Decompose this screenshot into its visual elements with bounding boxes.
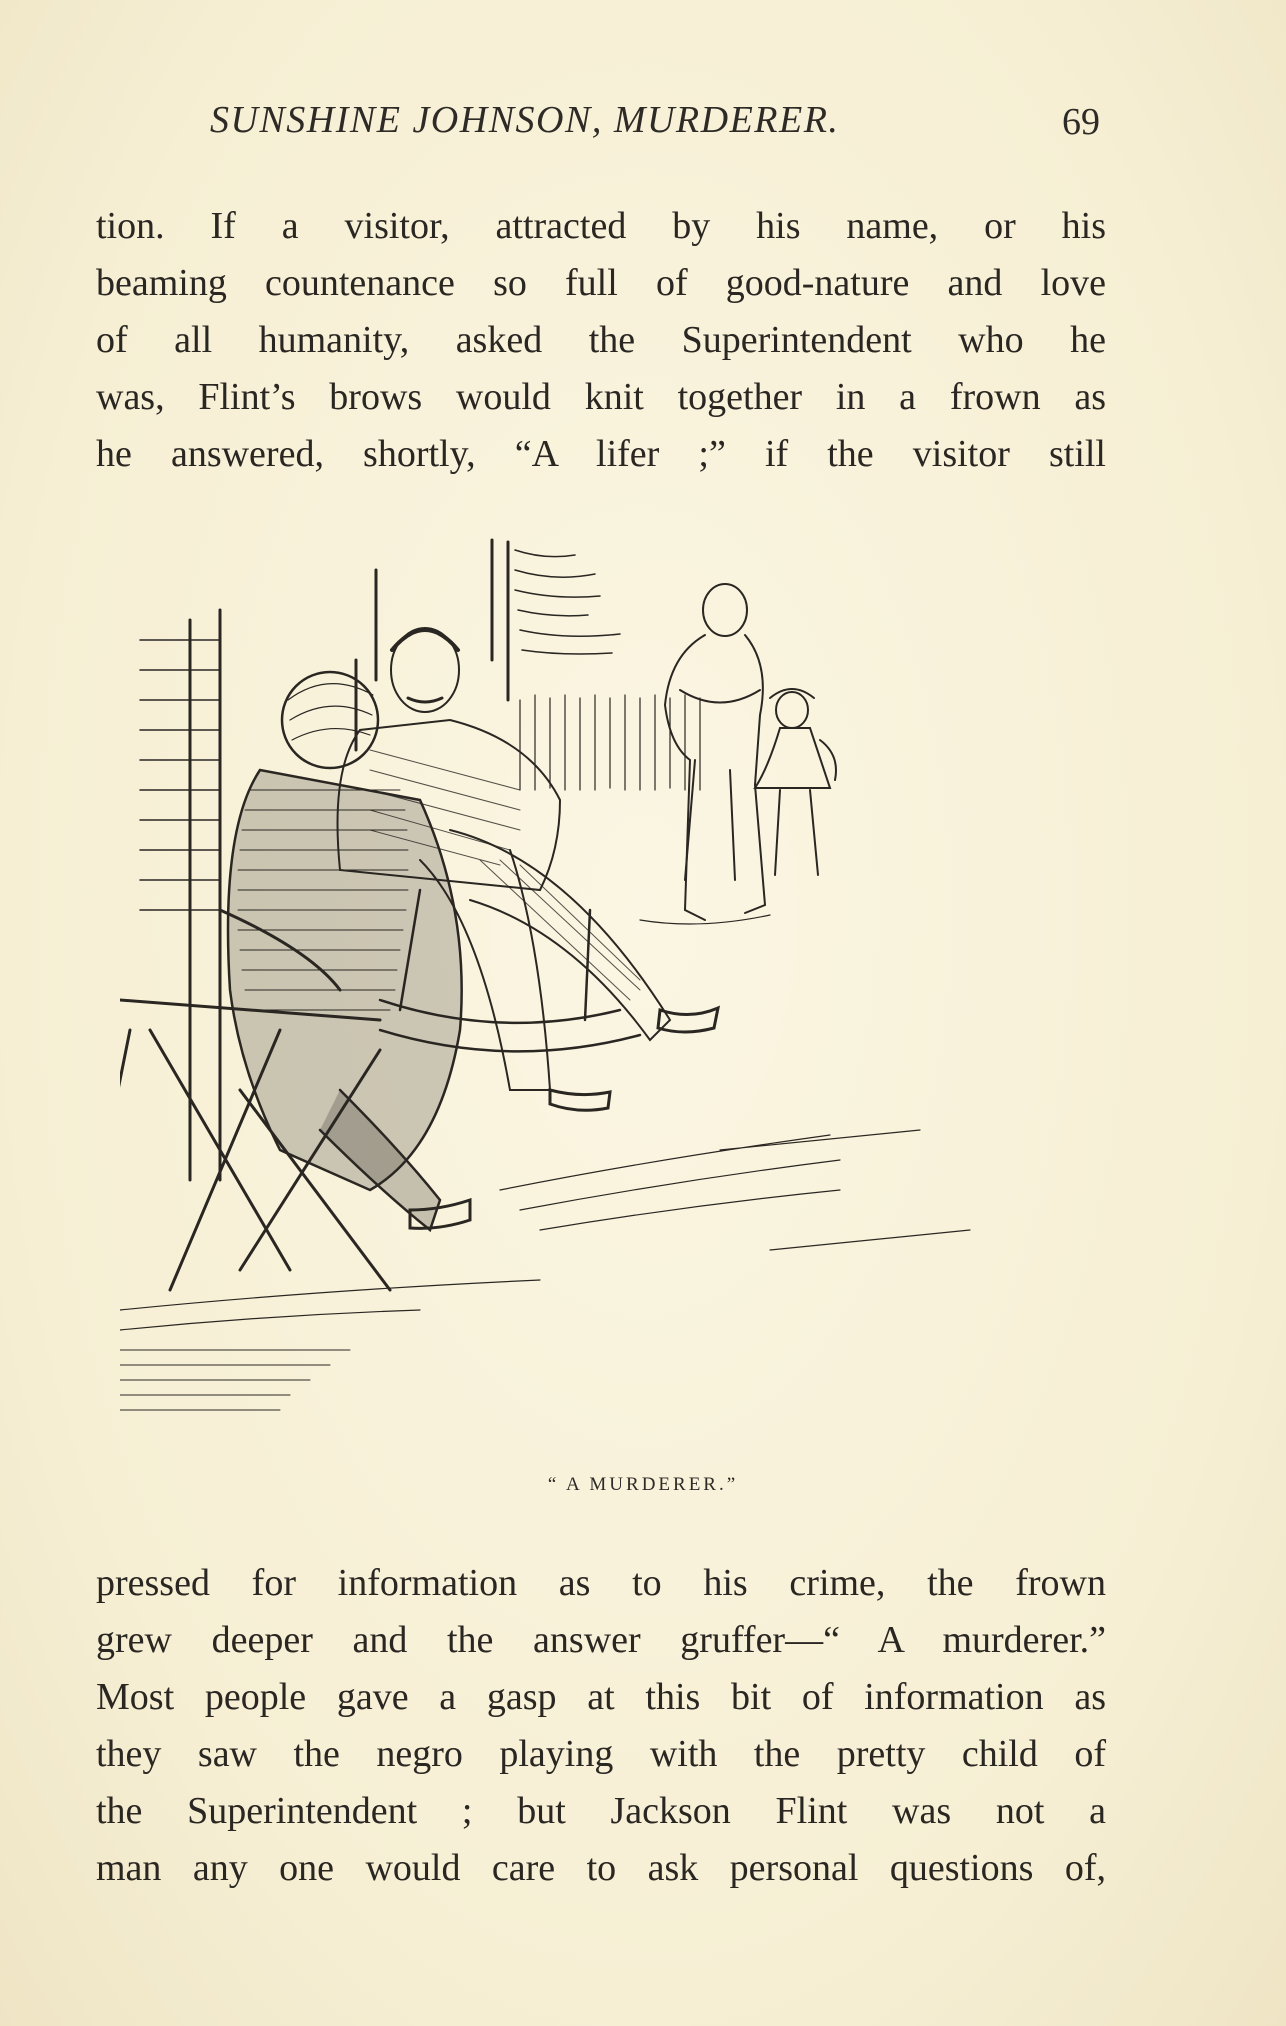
text-line: of all humanity, asked the Superintendent who he	[96, 319, 1106, 361]
running-title: SUNSHINE JOHNSON, MURDERER.	[210, 99, 840, 141]
illustration-caption: “ A MURDERER.”	[547, 1474, 739, 1495]
child-figure	[755, 689, 836, 875]
text-line: beaming countenance so full of good-nature and love	[96, 262, 1106, 304]
text-line: they saw the negro playing with the pretty child of	[96, 1733, 1106, 1775]
text-line: was, Flint’s brows would knit together in a frown as	[96, 376, 1106, 418]
foreground-shadow	[120, 1350, 350, 1410]
text-line: the Superintendent ; but Jackson Flint was not a	[96, 1790, 1106, 1832]
text-line: pressed for information as to his crime, the frown	[96, 1562, 1106, 1604]
running-head	[0, 98, 1286, 148]
engraving-illustration	[120, 530, 1080, 1470]
text-line: man any one would care to ask personal questions of,	[96, 1847, 1106, 1889]
fence-background	[520, 695, 700, 790]
standing-man	[640, 584, 770, 924]
body-text-top	[96, 198, 1106, 483]
body-text-bottom	[96, 1555, 1106, 1897]
text-line: grew deeper and the answer gruffer—“ A murderer.”	[96, 1619, 1106, 1661]
foliage-hatching	[515, 550, 620, 654]
page-number: 69	[1062, 101, 1100, 143]
floor-boards	[120, 1130, 970, 1330]
seated-man-back	[228, 672, 470, 1230]
text-line: he answered, shortly, “A lifer ;” if the visitor still	[96, 433, 1106, 475]
text-line: tion. If a visitor, attracted by his name, or his	[96, 205, 1106, 247]
text-line: Most people gave a gasp at this bit of information as	[96, 1676, 1106, 1718]
